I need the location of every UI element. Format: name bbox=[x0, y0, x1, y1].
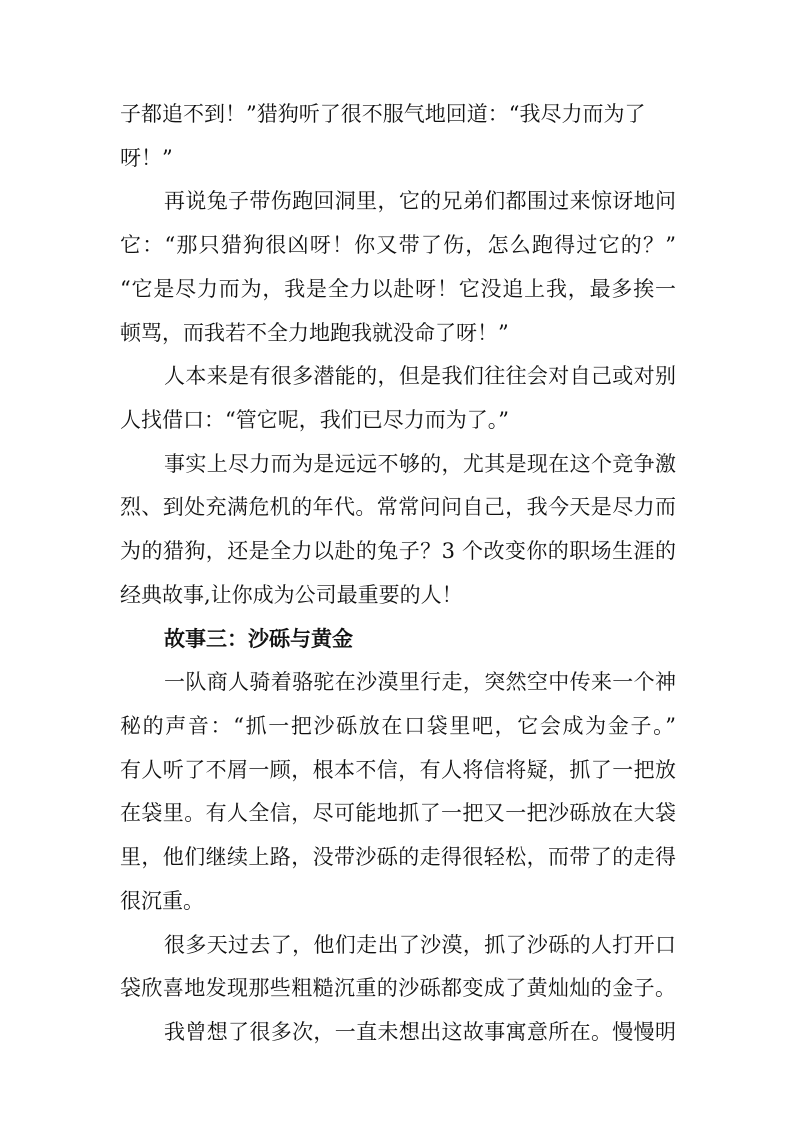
text-line: 经典故事,让你成为公司最重要的人！ bbox=[120, 583, 463, 607]
text-line: 烈、到处充满危机的年代。常常问问自己，我今天是尽力而 bbox=[120, 495, 676, 519]
text-line: 秘的声音：“抓一把沙砾放在口袋里吧，它会成为金子。” bbox=[120, 714, 676, 738]
paragraph-first-line: 我曾想了很多次，一直未想出这故事寓意所在。慢慢明 bbox=[164, 1020, 676, 1044]
paragraph-first-line: 人本来是有很多潜能的，但是我们往往会对自己或对别 bbox=[164, 364, 676, 388]
paragraph-first-line: 再说兔子带伤跑回洞里，它的兄弟们都围过来惊讶地问 bbox=[164, 189, 676, 213]
text-line: 子都追不到！”猎狗听了很不服气地回道：“我尽力而为了 bbox=[120, 102, 646, 126]
text-line: 在袋里。有人全信，尽可能地抓了一把又一把沙砾放在大袋 bbox=[120, 801, 676, 825]
paragraph-first-line: 很多天过去了，他们走出了沙漠，抓了沙砾的人打开口 bbox=[164, 933, 676, 957]
text-line: 它：“那只猎狗很凶呀！你又带了伤，怎么跑得过它的？” bbox=[120, 233, 676, 257]
text-line: 很沉重。 bbox=[120, 889, 204, 913]
text-line: 人找借口：“管它呢，我们已尽力而为了。” bbox=[120, 408, 509, 432]
text-line: “它是尽力而为，我是全力以赴呀！它没追上我，最多挨一 bbox=[120, 277, 676, 301]
text-line: 有人听了不屑一顾，根本不信，有人将信将疑，抓了一把放 bbox=[120, 758, 676, 782]
section-heading: 故事三：沙砾与黄金 bbox=[164, 626, 353, 651]
paragraph-first-line: 一队商人骑着骆驼在沙漠里行走，突然空中传来一个神 bbox=[164, 670, 676, 694]
text-line: 顿骂，而我若不全力地跑我就没命了呀！” bbox=[120, 321, 509, 345]
paragraph-first-line: 事实上尽力而为是远远不够的，尤其是现在这个竞争激 bbox=[164, 452, 676, 476]
text-line: 袋欣喜地发现那些粗糙沉重的沙砾都变成了黄灿灿的金子。 bbox=[120, 976, 676, 1000]
text-line: 为的猎狗，还是全力以赴的兔子？3 个改变你的职场生涯的 bbox=[120, 539, 676, 563]
text-line: 里，他们继续上路，没带沙砾的走得很轻松，而带了的走得 bbox=[120, 845, 676, 869]
text-line: 呀！” bbox=[120, 146, 173, 170]
